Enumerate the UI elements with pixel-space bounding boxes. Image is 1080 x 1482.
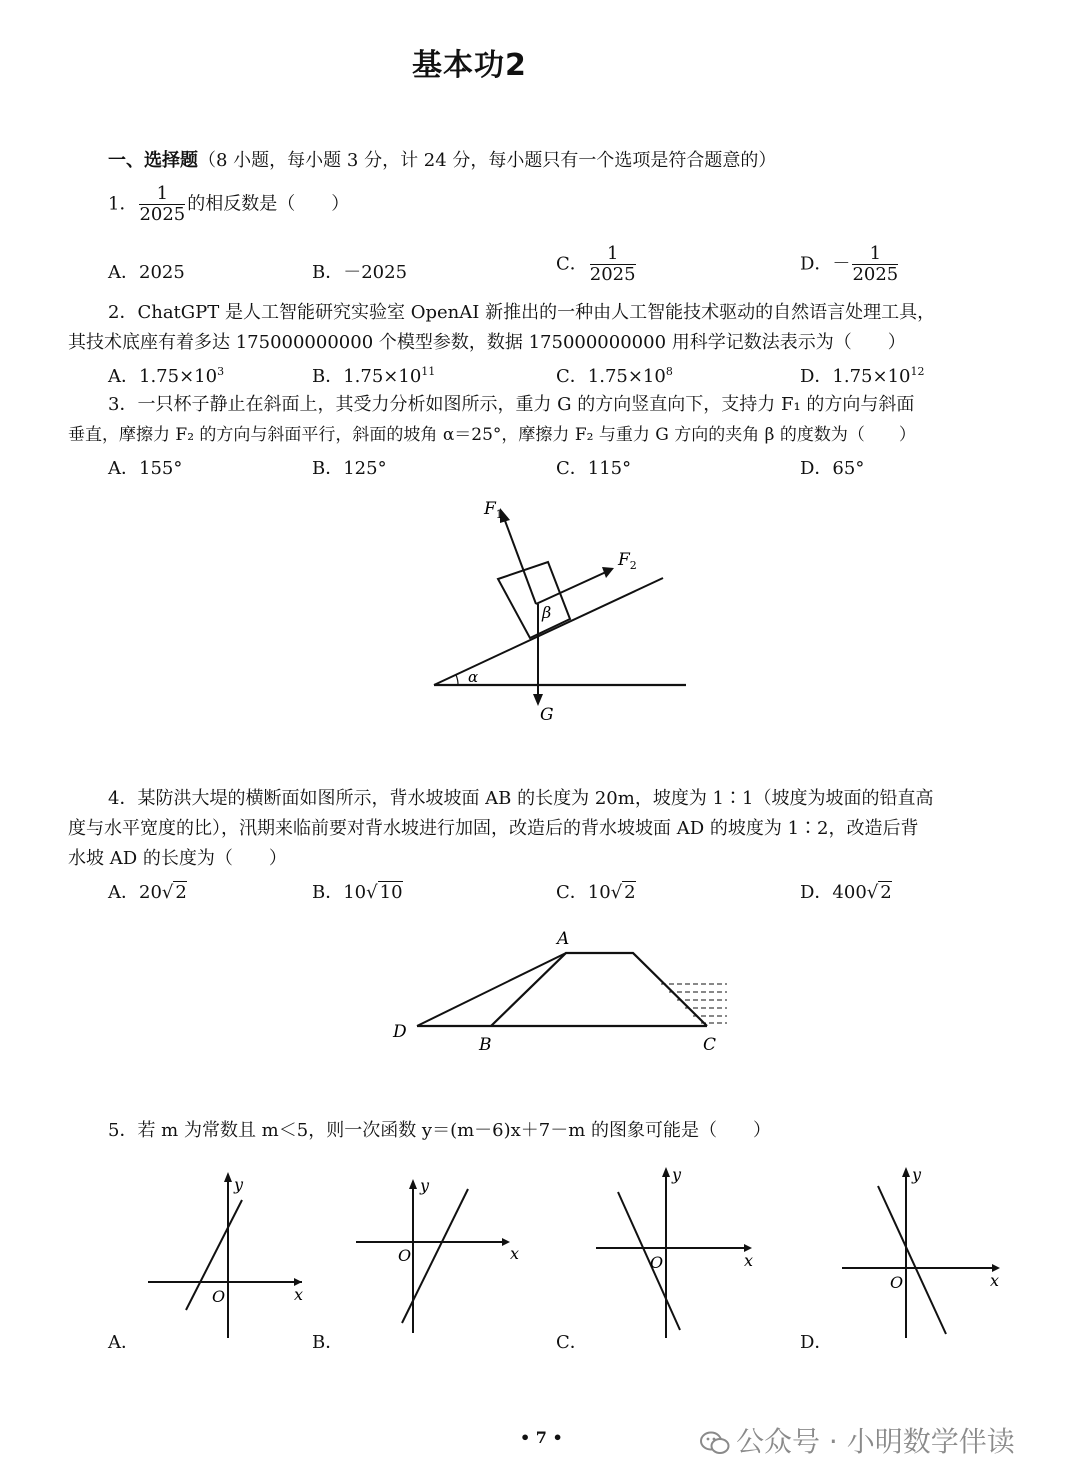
q4-option-b: B．10√ 10 <box>312 882 403 903</box>
q1-option-d: D．－ $\frac{1}{2025}$ <box>800 243 899 285</box>
wechat-icon <box>700 1430 730 1456</box>
q1-number: 1． <box>108 193 138 215</box>
watermark <box>700 1420 1015 1460</box>
svg-text:y: y <box>912 1165 922 1184</box>
svg-text:y: y <box>420 1176 430 1195</box>
section-note: （8 小题，每小题 3 分，计 24 分，每小题只有一个选项是符合题意的） <box>198 150 777 171</box>
q5-option-b: B． <box>312 1332 344 1353</box>
svg-text:O: O <box>212 1287 226 1306</box>
svg-text:y: y <box>234 1175 244 1194</box>
q3-option-c: C．115° <box>556 458 632 479</box>
page-title: 基本功2 <box>412 48 527 83</box>
q4-option-a: A．20√ 2 <box>108 882 187 903</box>
label-f1: $F_1$ <box>484 499 503 521</box>
svg-text:x: x <box>744 1251 754 1270</box>
q1-stem <box>108 184 349 225</box>
page-number: • 7 • <box>520 1428 563 1447</box>
svg-text:O: O <box>398 1246 412 1265</box>
q3-option-b: B．125° <box>312 458 387 479</box>
q4-line2: 度与水平宽度的比），汛期来临前要对背水坡进行加固，改造后的背水坡坡面 AD 的坡度为 1∶2，改造后背 <box>68 818 919 839</box>
q5-graph-a <box>140 1170 320 1340</box>
q5-option-a: A． <box>108 1332 139 1353</box>
label-g: G <box>540 705 554 725</box>
dam-outline <box>491 953 707 1026</box>
q4-dam-diagram <box>385 922 735 1062</box>
q2-option-c: C．$1.75\times 10^8$ <box>556 365 673 387</box>
q3-line2: 垂直，摩擦力 F₂ 的方向与斜面平行，斜面的坡角 α＝25°，摩擦力 F₂ 与重力 G 方向的夹角 β 的度数为（ ） <box>68 425 916 445</box>
alpha-arc <box>456 675 458 685</box>
section-heading <box>108 146 776 176</box>
label-c: C <box>703 1035 717 1055</box>
q5-stem: 5．若 m 为常数且 m＜5，则一次函数 y＝(m－6)x＋7－m 的图象可能是（ ） <box>108 1120 772 1141</box>
q1-option-b: B．－2025 <box>312 262 408 283</box>
q5-option-d: D． <box>800 1332 833 1353</box>
q5-graph-c <box>590 1162 770 1342</box>
q4-line1: 4．某防洪大堤的横断面如图所示，背水坡坡面 AB 的长度为 20m，坡度为 1∶1（坡度为坡面的铅直高 <box>108 788 934 809</box>
q5-graph-d <box>838 1162 1018 1342</box>
q2-option-b: B．$1.75\times 10^{11}$ <box>312 365 436 387</box>
q4-option-c: C．10√ 2 <box>556 882 636 903</box>
q4-option-d: D．400√ 2 <box>800 882 892 903</box>
q3-option-a: A．155° <box>108 458 183 479</box>
svg-text:O: O <box>890 1273 904 1292</box>
label-f2: $F_2$ <box>618 550 637 572</box>
section-label: 一、选择题 <box>108 150 198 171</box>
label-alpha: α <box>468 668 479 686</box>
q3-line1: 3．一只杯子静止在斜面上，其受力分析如图所示，重力 G 的方向竖直向下，支持力 F₁ 的方向与斜面 <box>108 394 915 415</box>
q2-line2: 其技术底座有着多达 175000000000 个模型参数，数据 175000000000 用科学记数法表示为（ ） <box>68 332 906 353</box>
q2-option-a: A．$1.75\times 10^3$ <box>108 365 225 387</box>
q1-option-c: C． $\frac{1}{2025}$ <box>556 243 636 285</box>
q3-force-diagram <box>420 490 710 730</box>
q1-fraction: $\frac{1}{2025}$ <box>139 183 186 225</box>
q5-option-c: C． <box>556 1332 588 1353</box>
q4-line3: 水坡 AD 的长度为（ ） <box>68 848 287 869</box>
q3-option-d: D．65° <box>800 458 865 479</box>
q2-line1: 2．ChatGPT 是人工智能研究实验室 OpenAI 新推出的一种由人工智能技术驱动的自然语言处理工具， <box>108 302 936 323</box>
line-ad <box>417 953 566 1026</box>
svg-text:y: y <box>672 1165 682 1184</box>
label-b: B <box>479 1035 492 1055</box>
q1-text: 的相反数是（ ） <box>187 193 350 215</box>
q1-option-a: A．2025 <box>108 262 185 283</box>
label-d: D <box>393 1022 407 1042</box>
label-beta: β <box>542 603 552 622</box>
svg-text:x: x <box>990 1271 1000 1290</box>
svg-text:x: x <box>294 1285 304 1304</box>
q2-option-d: D．$1.75\times 10^{12}$ <box>800 365 925 387</box>
svg-text:O: O <box>650 1253 664 1272</box>
label-a: A <box>557 929 570 949</box>
watermark-text: 公众号 · 小明数学伴读 <box>736 1425 1015 1458</box>
q5-graph-b <box>350 1175 530 1335</box>
svg-text:x: x <box>510 1244 520 1263</box>
